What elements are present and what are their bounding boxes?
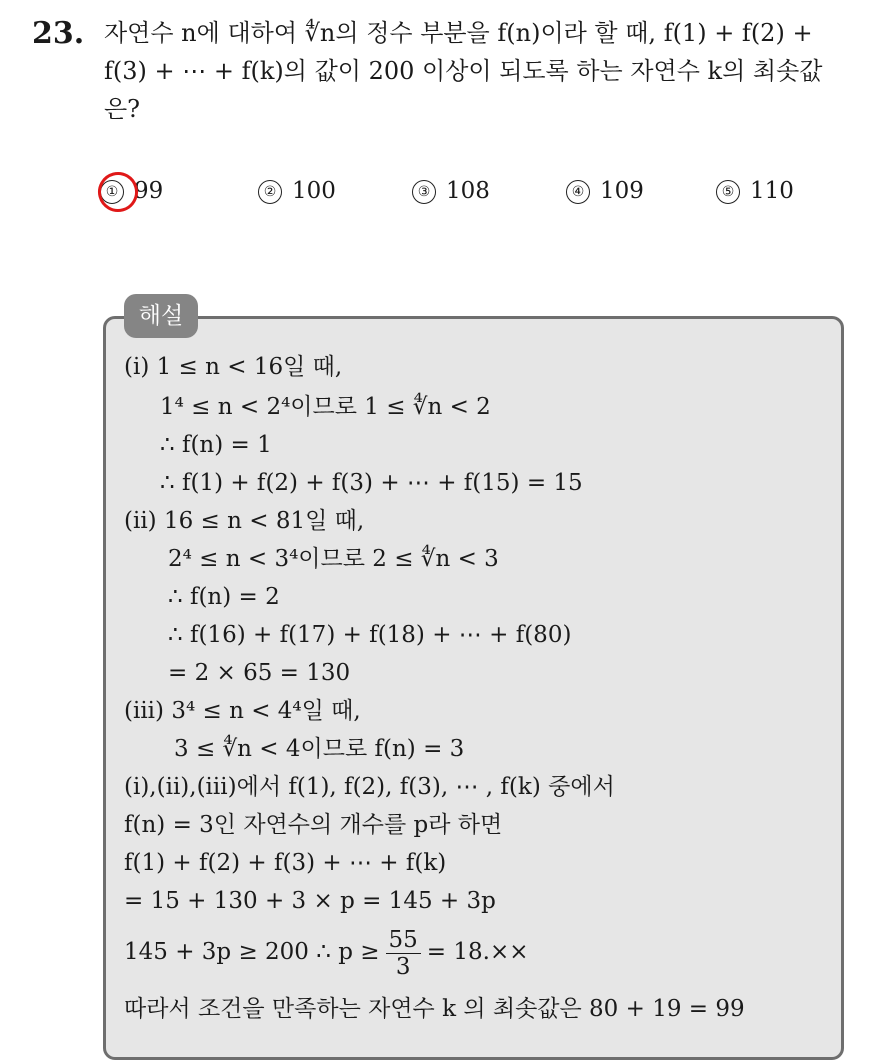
solution-line: = 18.××: [426, 939, 529, 965]
solution-line: (i),(ii),(iii)에서 f(1), f(2), f(3), ⋯ , f(k) 중에서: [124, 774, 615, 800]
solution-line: ∴ f(1) + f(2) + f(3) + ⋯ + f(15) = 15: [160, 470, 583, 496]
fraction-55-over-3: [386, 927, 421, 980]
solution-line: = 2 × 65 = 130: [168, 660, 351, 686]
choice-5-value: 110: [750, 178, 794, 204]
choice-1-value: 99: [134, 178, 164, 204]
choice-3-number: ③: [412, 180, 436, 204]
solution-line: 145 + 3p ≥ 200 ∴ p ≥: [124, 939, 380, 965]
solution-tag: 해설: [124, 294, 198, 338]
solution-line: 2⁴ ≤ n < 3⁴이므로 2 ≤ ∜n < 3: [168, 546, 499, 572]
solution-line: (iii) 3⁴ ≤ n < 4⁴일 때,: [124, 698, 361, 724]
answer-circle-mark: [94, 168, 143, 217]
choice-3[interactable]: [412, 178, 490, 204]
choice-3-value: 108: [446, 178, 490, 204]
solution-line: = 15 + 130 + 3 × p = 145 + 3p: [124, 888, 496, 914]
question-line-3: 은?: [104, 95, 141, 123]
solution-line: f(1) + f(2) + f(3) + ⋯ + f(k): [124, 850, 447, 876]
solution-line: ∴ f(16) + f(17) + f(18) + ⋯ + f(80): [168, 622, 572, 648]
question-line-2: f(3) + ⋯ + f(k)의 값이 200 이상이 되도록 하는 자연수 k의 최솟값: [104, 57, 823, 85]
question-text: [104, 14, 864, 128]
choice-1[interactable]: [100, 178, 163, 204]
fraction-numerator: 55: [386, 927, 421, 954]
choice-2-value: 100: [292, 178, 336, 204]
solution-fraction-line: [124, 922, 529, 982]
choice-5-number: ⑤: [716, 180, 740, 204]
choice-5[interactable]: [716, 178, 794, 204]
choice-4-value: 109: [600, 178, 644, 204]
solution-line: ∴ f(n) = 2: [168, 584, 280, 610]
solution-line: 1⁴ ≤ n < 2⁴이므로 1 ≤ ∜n < 2: [160, 394, 491, 420]
solution-line: ∴ f(n) = 1: [160, 432, 272, 458]
question-number: 23.: [32, 16, 85, 51]
answer-choices: [100, 178, 860, 214]
fraction-denominator: 3: [395, 953, 411, 980]
choice-4-number: ④: [566, 180, 590, 204]
question-line-1: 자연수 n에 대하여 ∜n의 정수 부분을 f(n)이라 할 때, f(1) + f(2) +: [104, 19, 813, 47]
solution-line: (ii) 16 ≤ n < 81일 때,: [124, 508, 365, 534]
solution-line: 따라서 조건을 만족하는 자연수 k 의 최솟값은 80 + 19 = 99: [124, 996, 745, 1022]
solution-line: f(n) = 3인 자연수의 개수를 p라 하면: [124, 812, 503, 838]
choice-1-number: ①: [100, 180, 124, 204]
solution-line: (i) 1 ≤ n < 16일 때,: [124, 354, 343, 380]
choice-4[interactable]: [566, 178, 644, 204]
choice-2[interactable]: [258, 178, 336, 204]
choice-2-number: ②: [258, 180, 282, 204]
solution-line: 3 ≤ ∜n < 4이므로 f(n) = 3: [174, 736, 465, 762]
